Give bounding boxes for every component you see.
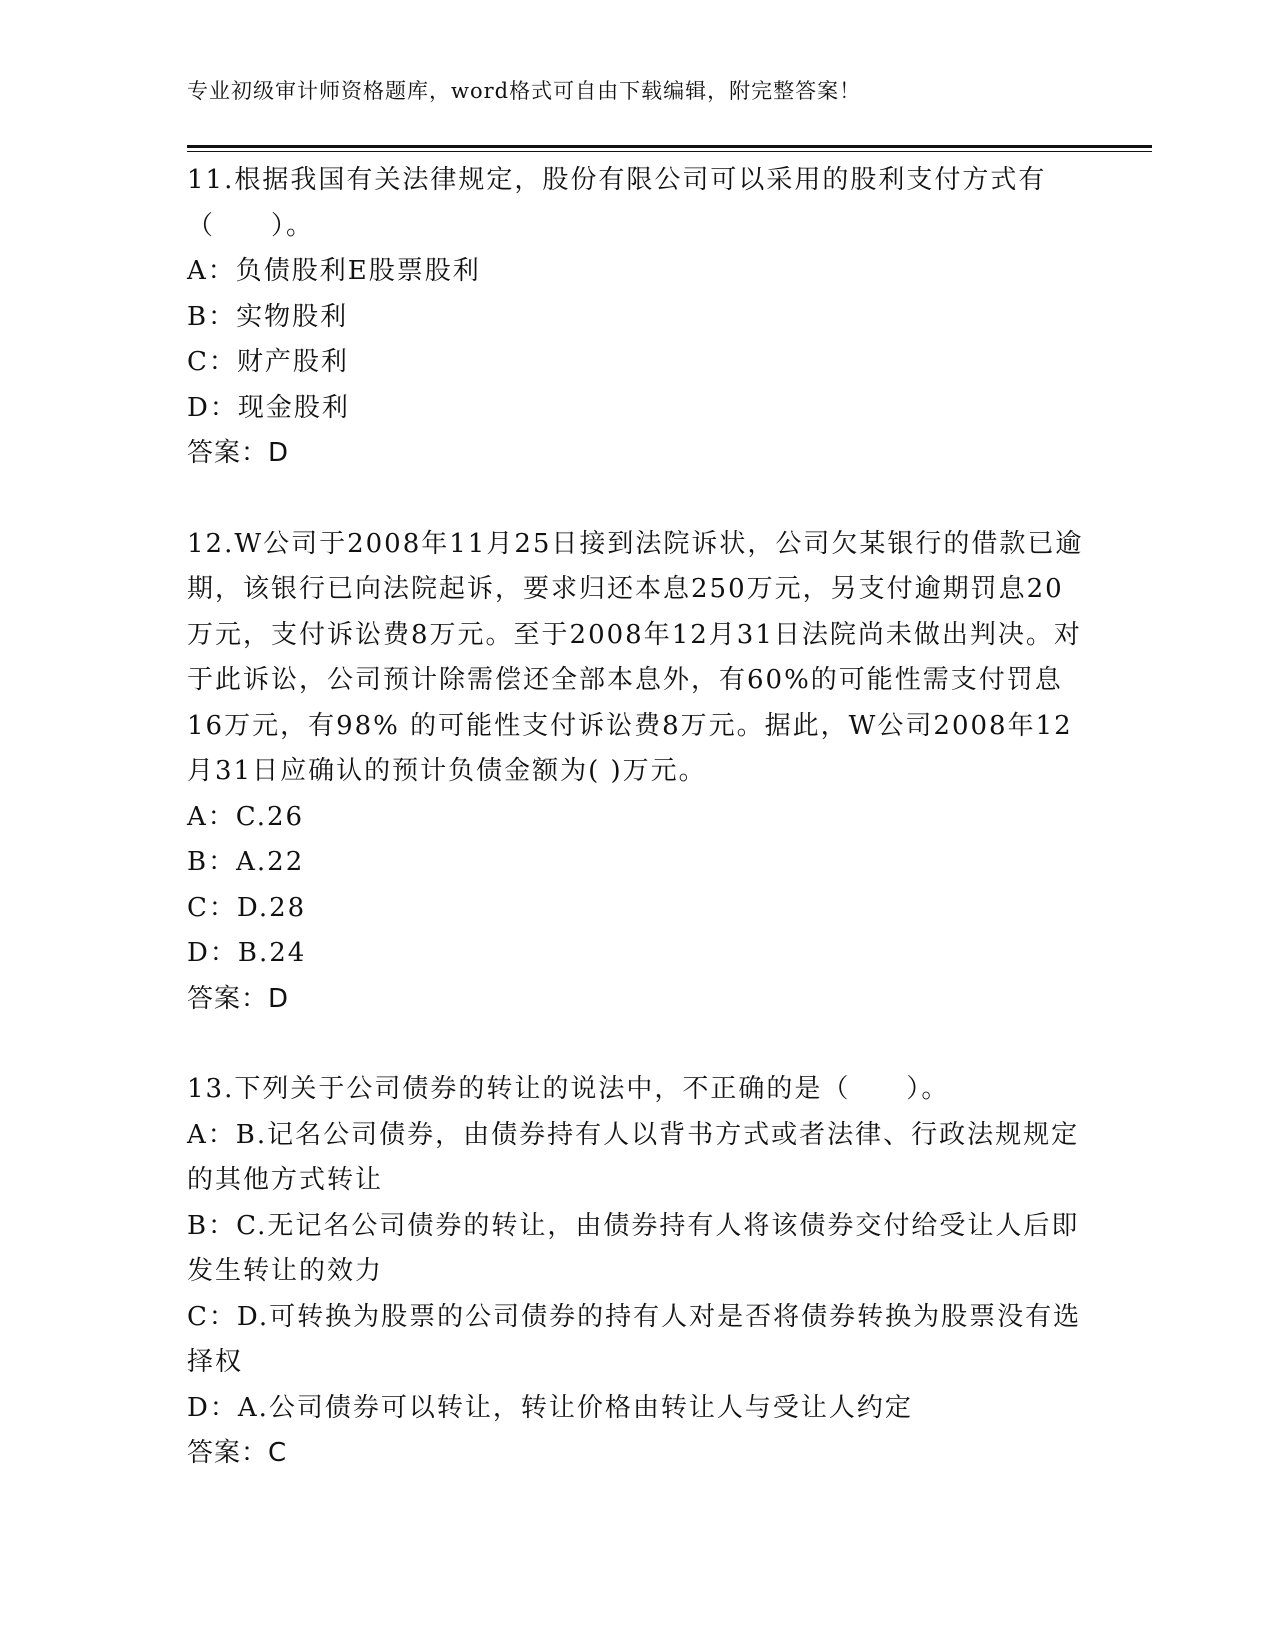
answer: 答案：C (187, 1438, 288, 1468)
question-stem: 11.根据我国有关法律规定，股份有限公司可以采用的股利支付方式有（ ）。 (187, 165, 1047, 241)
question-stem: 13.下列关于公司债券的转让的说法中，不正确的是（ ）。 (187, 1074, 950, 1104)
question-list (187, 158, 1087, 1477)
option-d: D：现金股利 (187, 392, 350, 423)
option-c: C：财产股利 (187, 347, 349, 377)
option-a: A：B.记名公司债券，由债券持有人以背书方式或者法律、行政法规规定的其他方式转让 (187, 1119, 1080, 1195)
option-b: B：A.22 (187, 847, 305, 877)
option-d: D：A.公司债券可以转让，转让价格由转让人与受让人约定 (187, 1392, 913, 1423)
question-12 (187, 522, 1087, 1023)
option-b: B：实物股利 (187, 301, 349, 332)
question-stem: 12.W公司于2008年11月25日接到法院诉状，公司欠某银行的借款已逾期，该银行已向法院起诉，要求归还本息250万元，另支付逾期罚息20万元，支付诉讼费8万元。至于2008年12月31日法院尚未做出判决。对于此诉讼，公司预计除需偿还全部本息外，有60%的可能性需支付罚息16万元，有98% 的可能性支付诉讼费8万元。据此，W公司2008年12月31日应确认的预计负债金额为( )万元。 (187, 528, 1084, 786)
option-d: D：B.24 (187, 938, 307, 968)
answer: 答案：D (187, 438, 290, 468)
option-b: B：C.无记名公司债券的转让，由债券持有人将该债券交付给受让人后即发生转让的效力 (187, 1210, 1080, 1286)
option-a: A：C.26 (187, 801, 305, 832)
page-header: 专业初级审计师资格题库，word格式可自由下载编辑，附完整答案！ (187, 79, 862, 103)
option-c: C：D.28 (187, 892, 307, 923)
question-11 (187, 158, 1087, 477)
option-c: C：D.可转换为股票的公司债券的持有人对是否将债券转换为股票没有选择权 (187, 1301, 1082, 1377)
answer: 答案：D (187, 983, 290, 1014)
question-13 (187, 1067, 1087, 1477)
header-rule-thin (187, 151, 1152, 152)
option-a: A：负债股利E股票股利 (187, 256, 481, 286)
header-rule-thick (187, 145, 1152, 148)
